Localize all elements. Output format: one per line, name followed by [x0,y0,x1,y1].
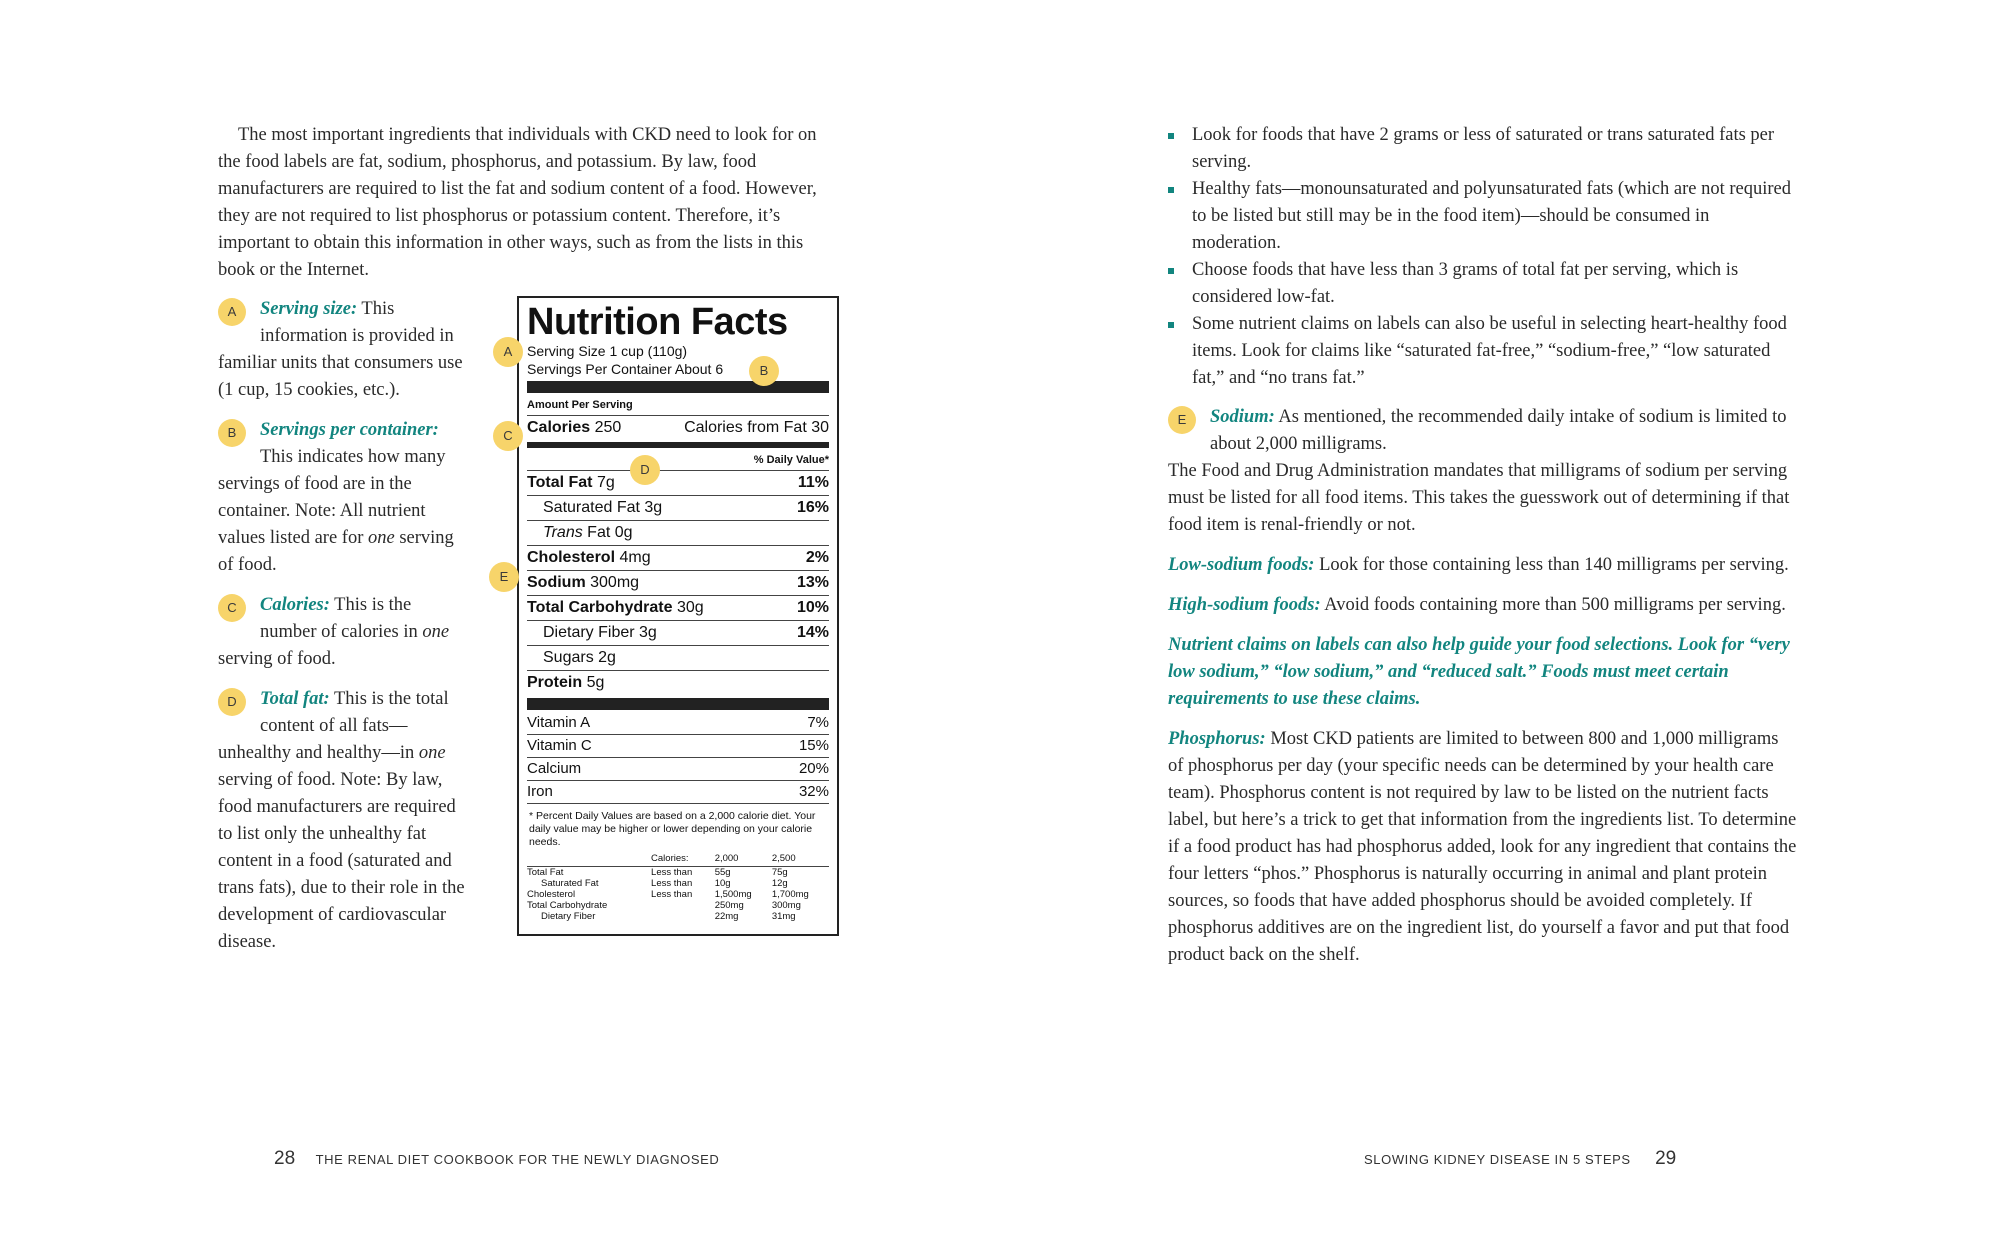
nutrient-amount: 300mg [590,574,640,591]
nutrient-name: Dietary Fiber 3g [543,624,657,641]
label-badge-b: B [749,356,779,386]
nutrient-name: Total Carbohydrate [527,599,673,616]
calories-label: Calories [527,419,591,436]
amount-per-serving: Amount Per Serving [527,399,633,411]
nutrient-row [527,670,829,695]
right-page [1000,0,2000,1233]
page-number: 28 [274,1148,296,1169]
vitamin-name: Iron [527,783,553,800]
annotation-text-tail: serving of food. [218,528,454,575]
high-sodium-text: Avoid foods containing more than 500 milligrams per serving. [1320,595,1786,615]
left-footer [274,1148,719,1170]
calories-row [527,415,829,440]
nutrient-name: Cholesterol [527,549,616,566]
intro-paragraph: The most important ingredients that individuals with CKD need to look for on the food labels are fat, sodium, phosphorus, and potassium. By law, food manufacturers are required to list the fat and sodium content of a food. However, they are not required to list phosphorus or potassium content. Therefore, it’s important to obtain this information in other ways, such as from the lists in this book or the Internet. [218,125,817,280]
nutrient-row [527,570,829,595]
nutrient-name: Sugars 2g [543,649,616,666]
vitamin-rows [527,712,829,803]
table-row [527,867,829,879]
calories-from-fat: Calories from Fat 30 [684,419,829,436]
annotation-text: This is the number of calories in [260,595,423,642]
nutrient-rows [527,470,829,695]
badge-e: E [1168,406,1196,434]
low-sodium-paragraph [1168,552,1798,579]
table-row [527,853,829,867]
annotation-text-tail: serving of food. Note: By law, food manufacturers are required to list only the unhealthy fat content in a food (saturated and trans fats), due to their role in the development of cardiovascular disease. [218,770,465,952]
nutrient-row [527,495,829,520]
table-cell: Less than [651,889,693,900]
phosphorus-paragraph [1168,726,1798,969]
sodium-label: Sodium: [1210,407,1275,427]
annotation-total-fat [218,686,472,956]
nutrient-amount: 7g [596,474,615,491]
daily-value-header: % Daily Value* [753,454,829,466]
sodium-text: As mentioned, the recommended daily intake of sodium is limited to about 2,000 milligrams. [1210,407,1787,454]
table-cell: Less than [651,867,693,878]
nutrient-row [527,520,829,545]
vitamin-row [527,712,829,734]
low-sodium-label: Low-sodium foods: [1168,555,1315,575]
serving-size: Serving Size 1 cup (110g) [527,343,688,359]
vitamin-daily-value: 7% [807,714,829,731]
fat-guidelines-list [1168,122,1798,392]
badge-d: D [218,688,246,716]
sodium-phosphorus-sections [1168,404,1798,982]
nutrient-claims-callout: Nutrient claims on labels can also help guide your food selections. Look for “very low sodium,” “low sodium,” and “reduced salt.” Foods must meet certain requirements to use these claims. [1168,635,1790,709]
table-cell: Dietary Fiber [541,911,596,922]
vitamin-row [527,757,829,780]
table-cell: Saturated Fat [541,878,599,889]
running-title: THE RENAL DIET COOKBOOK FOR THE NEWLY DIAGNOSED [315,1152,720,1167]
annotation-label: Servings per container: [260,420,439,440]
nutrient-amount: Fat 0g [587,524,633,541]
table-cell: Total Carbohydrate [527,900,608,911]
badge-b: B [218,419,246,447]
nutrient-row [527,545,829,570]
phosphorus-text: Most CKD patients are limited to between 800 and 1,000 milligrams of phosphorus per day (your specific needs can be determined by your health care team). Phosphorus content is not required by law to be listed on the nutrient facts label, but here’s a trick to get that information from the ingredients list. To determine if a food product has had phosphorus added, look for any ingredient that contains the four letters “phos.” Phosphorus is naturally occurring in animal and plant protein sources, so foods that have added phosphorus should be avoided completely. If phosphorus additives are on the ingredient list, do yourself a favor and put that food product back on the shelf. [1168,729,1797,965]
table-cell: 1,700mg [771,889,809,900]
nutrient-row [527,645,829,670]
annotation-serving-size [218,296,472,404]
servings-per-container: Servings Per Container About 6 [527,361,724,377]
annotation-text-rest: unhealthy and healthy—in [218,743,419,763]
nutrient-amount: 5g [586,674,605,691]
table-cell [651,911,715,922]
nutrient-amount: 30g [676,599,704,616]
nutrient-daily-value: 13% [796,574,829,591]
table-cell: Total Fat [527,867,564,878]
sodium-paragraph [1168,404,1798,539]
vitamin-name: Vitamin C [527,737,592,754]
annotation-emphasis: one [368,528,395,548]
table-cell [651,900,715,911]
label-badge-e: E [489,562,519,592]
vitamin-name: Calcium [527,760,582,777]
label-badge-c: C [493,421,523,451]
nutrient-row [527,470,829,495]
medium-divider [527,442,829,448]
nutrient-daily-value: 2% [805,549,829,566]
table-cell: 22mg [714,911,739,922]
high-sodium-paragraph [1168,592,1798,619]
daily-values-table [527,853,829,922]
thick-divider [527,381,829,393]
table-cell: Calories: [651,853,715,867]
page-number: 29 [1655,1148,1677,1169]
table-cell: 31mg [771,911,796,922]
table-cell: Cholesterol [527,889,576,900]
nutrient-name: Protein [527,674,583,691]
annotation-servings-per-container [218,417,472,579]
thick-divider [527,698,829,710]
thin-divider [527,803,829,804]
annotation-list [218,296,472,969]
table-row [527,889,829,900]
table-cell: 2,500 [772,853,829,867]
nutrient-amount: 4mg [619,549,651,566]
label-badge-d: D [630,455,660,485]
annotation-label: Serving size: [260,299,358,319]
annotation-text-rest: servings of food are in the container. Note: All nutrient values listed are for [218,474,426,548]
nutrient-daily-value: 10% [796,599,829,616]
nutrient-name: Trans [543,524,583,541]
nutrition-facts-title: Nutrition Facts [527,301,788,343]
footnote: * Percent Daily Values are based on a 2,000 calorie diet. Your daily value may be higher or lower depending on your calorie needs. [529,810,816,848]
nutrient-row [527,595,829,620]
annotation-emphasis: one [422,622,450,642]
label-badge-a: A [493,337,523,367]
annotation-label: Total fat: [260,689,330,709]
nutrient-daily-value: 14% [796,624,829,641]
annotation-emphasis: one [418,743,446,763]
table-row [527,900,829,911]
running-title: SLOWING KIDNEY DISEASE IN 5 STEPS [1364,1152,1631,1167]
vitamin-daily-value: 20% [798,760,829,777]
nutrition-facts-label [517,296,839,936]
high-sodium-label: High-sodium foods: [1168,595,1321,615]
vitamin-name: Vitamin A [527,714,591,731]
annotation-text: This is the total content of all fats— [260,689,449,736]
table-cell: 75g [771,867,788,878]
badge-a: A [218,298,246,326]
annotation-text-rest: familiar units that consumers use (1 cup, 15 cookies, etc.). [218,353,463,400]
nutrient-name: Total Fat [527,474,593,491]
vitamin-daily-value: 15% [798,737,829,754]
table-cell [527,853,651,867]
nutrient-row [527,620,829,645]
table-cell: 12g [771,878,788,889]
annotation-text: This indicates how many [260,447,446,467]
annotation-text: This information is provided in [260,299,454,346]
table-cell: 1,500mg [714,889,752,900]
list-item: Choose foods that have less than 3 grams of total fat per serving, which is considered low-fat. [1168,257,1798,311]
nutrient-name: Sodium [527,574,586,591]
table-cell: 55g [714,867,731,878]
low-sodium-text: Look for those containing less than 140 milligrams per serving. [1314,555,1789,575]
vitamin-daily-value: 32% [798,783,829,800]
table-cell: 300mg [771,900,801,911]
table-cell: 2,000 [715,853,772,867]
right-footer [1364,1148,1676,1170]
calories-value: 250 [594,419,622,436]
table-row [527,911,829,922]
table-cell: 10g [714,878,731,889]
annotation-label: Calories: [260,595,330,615]
table-row [527,878,829,889]
vitamin-row [527,734,829,757]
list-item: Healthy fats—monounsaturated and polyunsaturated fats (which are not required to be listed but still may be in the food item)—should be consumed in moderation. [1168,176,1798,257]
table-cell: 250mg [714,900,744,911]
annotation-text-rest: serving of food. [218,649,336,669]
phosphorus-label: Phosphorus: [1168,729,1266,749]
list-item: Some nutrient claims on labels can also be useful in selecting heart-healthy food items. Look for claims like “saturated fat-free,” “sodium-free,” “low saturated fat,” and “no trans fat.” [1168,311,1798,392]
list-item: Look for foods that have 2 grams or less of saturated or trans saturated fats per serving. [1168,122,1798,176]
nutrient-name: Saturated Fat 3g [543,499,663,516]
sodium-text-rest: The Food and Drug Administration mandates that milligrams of sodium per serving must be listed for all food items. This takes the guesswork out of determining if that food item is renal-friendly or not. [1168,461,1790,535]
table-cell: Less than [651,878,693,889]
badge-c: C [218,594,246,622]
nutrient-daily-value: 11% [797,474,829,491]
vitamin-row [527,780,829,803]
annotation-calories [218,592,472,673]
nutrient-daily-value: 16% [796,499,829,516]
